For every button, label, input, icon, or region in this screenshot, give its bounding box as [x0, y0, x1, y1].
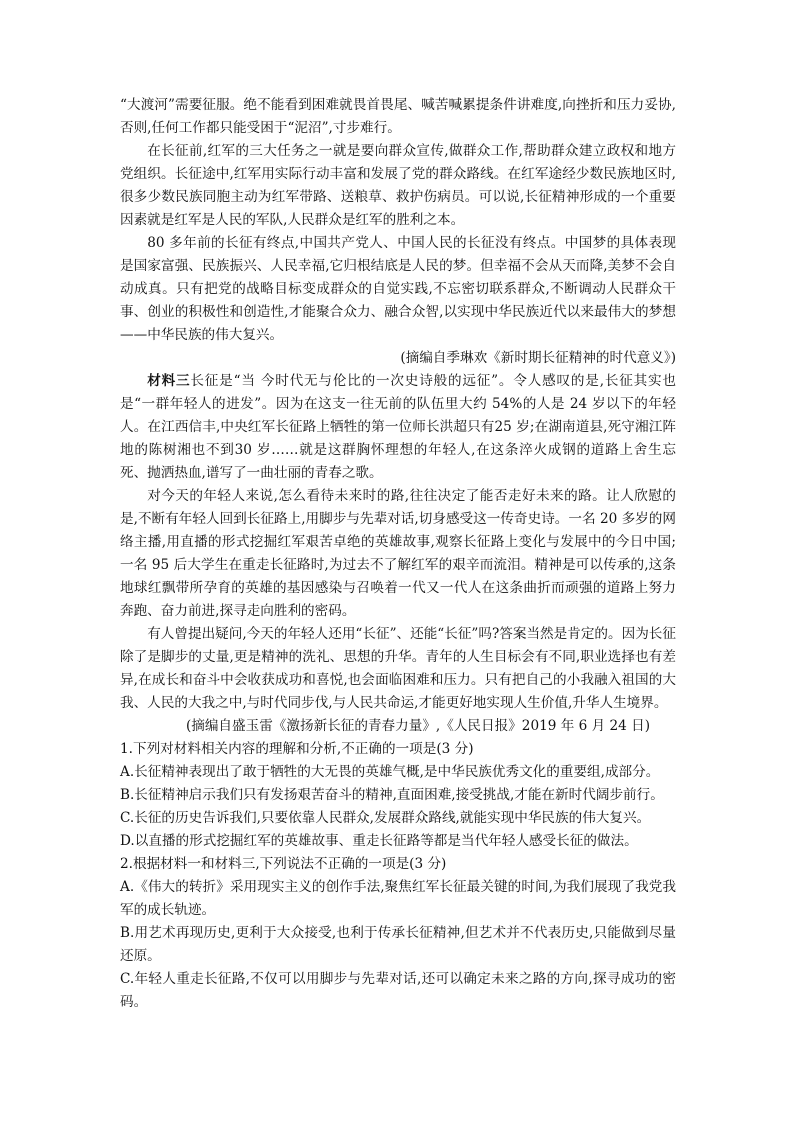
question-option-b: B.用艺术再现历史,更利于大众接受,也利于传承长征精神,但艺术并不代表历史,只能做到尽量还原。 — [120, 925, 676, 964]
question-2 — [120, 853, 676, 1014]
question-stem: 2.根据材料一和材料三,下列说法不正确的一项是(3 分) — [120, 856, 447, 872]
paragraph-2: 在长征前,红军的三大任务之一就是要向群众宣传,做群众工作,帮助群众建立政权和地方党组织。长征途中,红军用实际行动丰富和发展了党的群众路线。在红军途经少数民族地区时,很多少数民族同胞主动为红军带路、送粮草、救护伤病员。可以说,长征精神形成的一个重要因素就是红军是人民的军队,人民群众是红军的胜利之本。 — [120, 143, 676, 228]
question-option-b: B.长征精神启示我们只有发扬艰苦奋斗的精神,直面困难,接受挑战,才能在新时代阔步前行。 — [120, 787, 664, 803]
paragraph-6: 有人曾提出疑问,今天的年轻人还用“长征”、还能“长征”吗?答案当然是肯定的。因为长征除了是脚步的丈量,更是精神的洗礼、思想的升华。青年的人生目标会有不同,职业选择也有差异,在成长和奋斗中会收获成功和喜悦,也会面临困难和压力。只有把自己的小我融入祖国的大我、人民的大我之中,与时代同步伐,与人民共命运,才能更好地实现人生价值,升华人生境界。 — [120, 626, 676, 711]
question-option-d: D.以直播的形式挖掘红军的英雄故事、重走长征路等都是当代年轻人感受长征的做法。 — [120, 833, 638, 849]
source-citation-1: (摘编自季琳欢《新时期长征精神的时代意义》) — [400, 350, 676, 366]
paragraph-material-3 — [120, 370, 676, 485]
question-option-a: A.《伟大的转折》采用现实主义的创作手法,聚焦红军长征最关键的时间,为我们展现了我党我军的成长轨迹。 — [120, 879, 676, 918]
source-citation-2: (摘编自盛玉雷《激扬新长征的青春力量》,《人民日报》2019 年 6 月 24 日) — [185, 718, 651, 734]
paragraph-5: 对今天的年轻人来说,怎么看待未来时的路,往往决定了能否走好未来的路。让人欣慰的是,不断有年轻人回到长征路上,用脚步与先辈对话,切身感受这一传奇史诗。一名 20 多岁的网络主播,用直播的形式挖掘红军艰苦卓绝的英雄故事,观察长征路上变化与发展中的今日中国;一名 95 后大学生在重走长征路时,为过去不了解红军的艰辛而流泪。精神是可以传承的,这条地球红飘带所孕育的英雄的基因感染与召唤着一代又一代人在这条曲折而顽强的道路上努力奔跑、奋力前进,探寻走向胜利的密码。 — [120, 488, 676, 619]
material-3-label: 材料三 — [147, 373, 191, 389]
material-3-text: 长征是“当 今时代无与伦比的一次史诗般的远征”。令人感叹的是,长征其实也是“一群年轻人的进发”。因为在这支一往无前的队伍里大约 54%的人是 24 岁以下的年轻人。在江西信丰,中央红军长征路上牺牲的第一位师长洪超只有25 岁;在湖南道县,死守湘江阵地的陈树湘也不到30 岁……就是这群胸怀理想的年轻人,在这条淬火成钢的道路上舍生忘死、抛洒热血,谱写了一曲壮丽的青春之歌。 — [120, 373, 677, 481]
question-option-c: C.长征的历史告诉我们,只要依靠人民群众,发展群众路线,就能实现中华民族的伟大复兴。 — [120, 810, 651, 826]
paragraph-1: “大渡河”需要征服。绝不能看到困难就畏首畏尾、喊苦喊累提条件讲难度,向挫折和压力妥协,否则,任何工作都只能受困于“泥沼”,寸步难行。 — [120, 97, 676, 136]
question-stem: 1.下列对材料相关内容的理解和分析,不正确的一项是(3 分) — [120, 741, 474, 757]
document-page — [120, 94, 676, 1014]
question-1 — [120, 738, 676, 853]
question-option-c: C.年轻人重走长征路,不仅可以用脚步与先辈对话,还可以确定未来之路的方向,探寻成功的密码。 — [120, 971, 676, 1010]
paragraph-3: 80 多年前的长征有终点,中国共产党人、中国人民的长征没有终点。中国梦的具体表现是国家富强、民族振兴、人民幸福,它归根结底是人民的梦。但幸福不会从天而降,美梦不会自动成真。只有把党的战略目标变成群众的自觉实践,不忘密切联系群众,不断调动人民群众干事、创业的积极性和创造性,才能聚合众力、融合众智,以实现中华民族近代以来最伟大的梦想——中华民族的伟大复兴。 — [120, 235, 676, 343]
question-option-a: A.长征精神表现出了敢于牺牲的大无畏的英雄气概,是中华民族优秀文化的重要组,成部分。 — [120, 764, 660, 780]
